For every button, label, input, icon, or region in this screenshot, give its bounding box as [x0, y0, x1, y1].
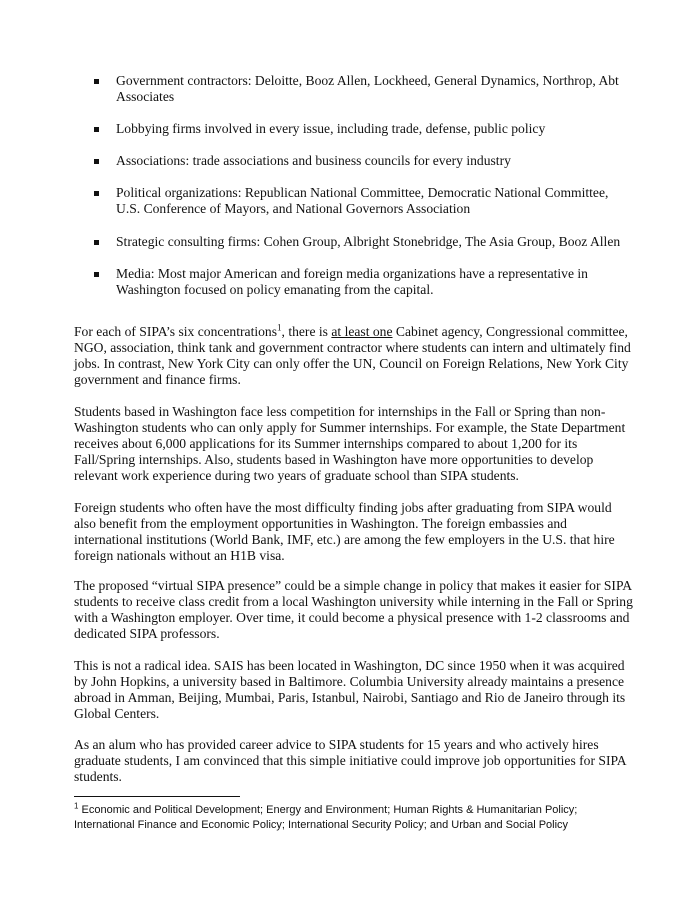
paragraph-radical-idea: This is not a radical idea. SAIS has been located in Washington, DC since 1950 when it was acquired by John Hopkins, a university based in Baltimore. Columbia University already maintains a presence abroad in Amman, Beijing, Mumbai, Paris, Istanbul, Nairobi, Santiago and Rio de Janeiro through its Global Centers.	[74, 658, 626, 722]
square-bullet-icon	[94, 240, 99, 245]
square-bullet-icon	[94, 127, 99, 132]
list-item	[94, 266, 634, 298]
square-bullet-icon	[94, 79, 99, 84]
bullet-text: Lobbying firms involved in every issue, including trade, defense, public policy	[116, 121, 546, 137]
list-item	[94, 185, 634, 217]
square-bullet-icon	[94, 191, 99, 196]
paragraph-conclusion: As an alum who has provided career advice to SIPA students for 15 years and who actively hires graduate students, I am convinced that this simple initiative could improve job opportunities for SIPA students.	[74, 737, 626, 785]
square-bullet-icon	[94, 159, 99, 164]
paragraph-text: Cabinet agency, Congressional committee, NGO, association, think tank and government contractor where students can intern and ultimately find jobs. In contrast, New York City can only offer the UN, Council on Foreign Relations, New York City government and finance firms.	[74, 324, 631, 388]
underlined-text: at least one	[331, 324, 393, 339]
footnote-divider	[74, 796, 240, 797]
list-item	[94, 234, 634, 250]
paragraph-text: , there is	[281, 324, 332, 339]
bullet-text: Strategic consulting firms: Cohen Group, Albright Stonebridge, The Asia Group, Booz Allen	[116, 233, 621, 249]
paragraph-concentrations	[74, 324, 634, 388]
bullet-text: Government contractors: Deloitte, Booz Allen, Lockheed, General Dynamics, Northrop, Abt Associates	[116, 73, 619, 105]
list-item	[94, 121, 634, 137]
footnote	[74, 803, 634, 833]
footnote-reference[interactable]: 1	[277, 322, 282, 333]
list-item	[94, 73, 634, 105]
bullet-text: Political organizations: Republican National Committee, Democratic National Committee, U.S. Conference of Mayors, and National Governors Association	[116, 185, 609, 217]
paragraph-text: For each of SIPA’s six concentrations	[74, 324, 278, 339]
square-bullet-icon	[94, 272, 99, 277]
bullet-text: Associations: trade associations and business councils for every industry	[116, 153, 511, 169]
list-item	[94, 153, 634, 169]
paragraph-virtual-presence: The proposed “virtual SIPA presence” could be a simple change in policy that makes it easier for SIPA students to receive class credit from a local Washington university while interning in the Fall or Spring with a Washington employer. Over time, it could become a physical presence with 1-2 classrooms and dedicated SIPA professors.	[74, 578, 633, 642]
footnote-number: 1	[74, 801, 79, 811]
bullet-text: Media: Most major American and foreign media organizations have a representative in Washington focused on policy emanating from the capital.	[116, 265, 588, 297]
bullet-list	[94, 73, 634, 314]
paragraph-foreign-students: Foreign students who often have the most difficulty finding jobs after graduating from SIPA would also benefit from the employment opportunities in Washington. The foreign embassies and international institutions (World Bank, IMF, etc.) are among the few employers in the U.S. that hire foreign nationals without an H1B visa.	[74, 500, 615, 564]
paragraph-internships: Students based in Washington face less competition for internships in the Fall or Spring than non-Washington students who can only apply for Summer internships. For example, the State Department receives about 6,000 applications for its Summer internships compared to about 1,200 for its Fall/Spring internships. Also, students based in Washington have more opportunities to develop relevant work experience during two years of graduate school than SIPA students.	[74, 404, 626, 484]
footnote-text: Economic and Political Development; Energy and Environment; Human Rights & Humanitarian Policy; International Finance and Economic Policy; International Security Policy; and Urban and Social Policy	[74, 804, 578, 831]
